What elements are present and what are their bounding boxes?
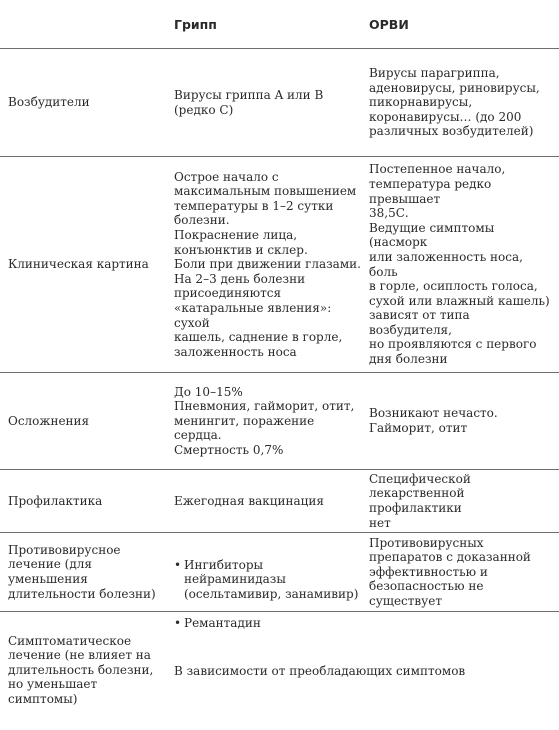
- row-label: Профилактика: [8, 493, 103, 508]
- flu-cell: Острое начало с максимальным повышением температуры в 1–2 сутки болезни. Покраснение лица, конъюнктив и склер. Боли при движении глазами. На 2–3 день болезни присоединяются «катаральные явления»: сухой кашель, саднение в горле, заложенность носа: [174, 169, 361, 359]
- table-row-prevention: [0, 470, 559, 532]
- flu-cell: Ежегодная вакцинация: [174, 493, 324, 508]
- list-item: • Ремантадин: [174, 616, 362, 631]
- header-row: [0, 0, 559, 48]
- arvi-cell: Противовирусных препаратов с доказанной эффективностью и безопасностью не существует: [369, 535, 531, 608]
- flu-arvi-merged-cell: В зависимости от преобладающих симптомов: [174, 663, 466, 678]
- header-col-arvi: ОРВИ: [369, 16, 409, 32]
- table-row-pathogens: [0, 49, 559, 156]
- header-col-flu: Грипп: [174, 16, 217, 32]
- arvi-cell: Вирусы парагриппа, аденовирусы, риновирусы, пикорнавирусы, коронавирусы… (до 200 различных возбудителей): [369, 66, 540, 139]
- row-label: Противовирусное лечение (для уменьшения длительности болезни): [8, 542, 156, 601]
- table-row-symptomatic-treatment: [0, 612, 559, 720]
- table-row-antiviral-treatment: [0, 533, 559, 630]
- row-label: Осложнения: [8, 413, 90, 428]
- table-row-complications: [0, 373, 559, 469]
- flu-cell: До 10–15% Пневмония, гайморит, отит, менингит, поражение сердца. Смертность 0,7%: [174, 384, 355, 457]
- arvi-cell: Постепенное начало, температура редко превышает 38,5С. Ведущие симптомы (насморк или заложенность носа, боль в горле, осиплость голоса, сухой или влажный кашель) зависят от типа возбудителя, но проявляются с первого дня болезни: [369, 162, 550, 367]
- row-label: Симптоматическое лечение (не влияет на длительность болезни, но уменьшает симптомы): [8, 633, 154, 706]
- row-label: Клиническая картина: [8, 257, 149, 272]
- header-col-blank: [8, 14, 163, 36]
- arvi-cell: Возникают нечасто. Гайморит, отит: [369, 406, 498, 435]
- arvi-cell: Специфической лекарственной профилактики нет: [369, 471, 471, 530]
- row-label: Возбудители: [8, 95, 90, 110]
- flu-cell: Вирусы гриппа A или B (редко C): [174, 87, 324, 117]
- table-row-clinical-picture: [0, 157, 559, 372]
- flu-cell: [174, 533, 362, 630]
- list-item: • Ингибиторы нейраминидазы (осельтамивир, занамивир): [174, 558, 362, 602]
